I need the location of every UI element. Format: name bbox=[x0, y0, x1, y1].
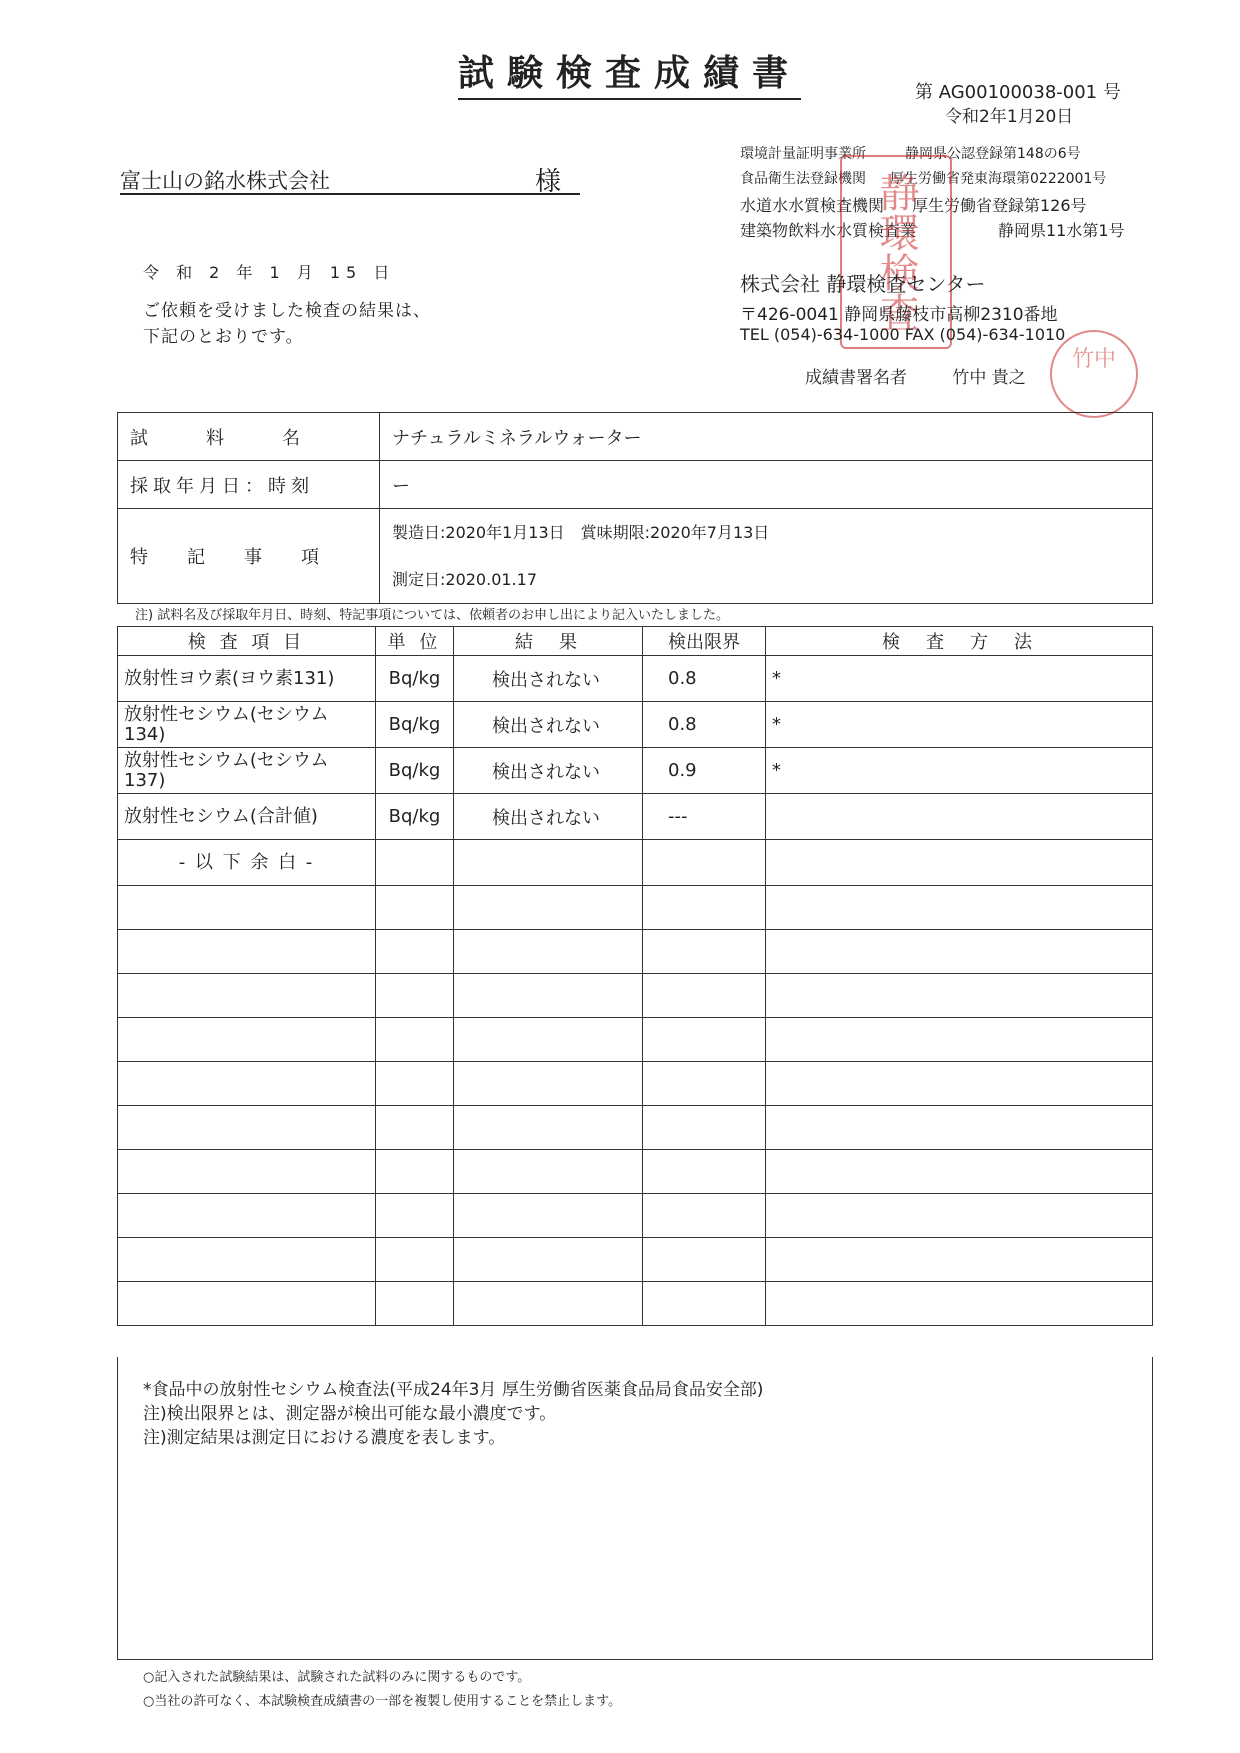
blank-cell bbox=[118, 1194, 376, 1238]
blank-cell bbox=[376, 1150, 454, 1194]
unit-cell: Bq/kg bbox=[376, 794, 454, 840]
blank-cell bbox=[643, 1282, 766, 1326]
blank-cell bbox=[376, 930, 454, 974]
table-row-blank bbox=[118, 1018, 1153, 1062]
lab-company: 株式会社 静環検査センター bbox=[740, 272, 986, 296]
detection-limit-cell: 0.8 bbox=[643, 656, 766, 702]
remarks-line: 製造日:2020年1月13日 賞味期限:2020年7月13日 bbox=[392, 523, 770, 542]
table-row bbox=[118, 413, 1153, 461]
request-date: 令 和 2 年 1 月 15 日 bbox=[143, 263, 396, 282]
registration-value: 静岡県11水第1号 bbox=[998, 221, 1125, 240]
notes bbox=[143, 1378, 763, 1450]
test-item-cell: 放射性ヨウ素(ヨウ素131) bbox=[118, 656, 376, 702]
table-row-blank bbox=[118, 1194, 1153, 1238]
blank-cell bbox=[643, 886, 766, 930]
column-header: 結 果 bbox=[454, 627, 643, 656]
blank-cell bbox=[766, 1150, 1153, 1194]
table-row-blank bbox=[118, 1238, 1153, 1282]
blank-cell bbox=[643, 1238, 766, 1282]
result-cell: 検出されない bbox=[454, 656, 643, 702]
table-row-blank bbox=[118, 886, 1153, 930]
detection-limit-cell: --- bbox=[643, 794, 766, 840]
request-text-1: ご依頼を受けました検査の結果は、 bbox=[143, 301, 431, 321]
document-number: 第 AG00100038-001 号 bbox=[915, 82, 1121, 103]
result-cell: 検出されない bbox=[454, 702, 643, 748]
blank-cell bbox=[376, 1018, 454, 1062]
test-item-cell: - 以 下 余 白 - bbox=[118, 840, 376, 886]
lab-address: 〒426-0041 静岡県藤枝市高柳2310番地 bbox=[740, 305, 1058, 325]
blank-cell bbox=[118, 886, 376, 930]
blank-cell bbox=[766, 930, 1153, 974]
blank-cell bbox=[454, 886, 643, 930]
table-header-row bbox=[118, 627, 1153, 656]
detection-limit-cell: 0.8 bbox=[643, 702, 766, 748]
client-honorific: 様 bbox=[535, 167, 562, 197]
blank-cell bbox=[118, 1282, 376, 1326]
result-cell: 検出されない bbox=[454, 794, 643, 840]
blank-cell bbox=[376, 1062, 454, 1106]
sample-info-table bbox=[117, 412, 1153, 604]
registration-value: 厚生労働省発東海環第0222001号 bbox=[890, 171, 1107, 187]
blank-cell bbox=[643, 1018, 766, 1062]
blank-cell bbox=[454, 1238, 643, 1282]
blank-cell bbox=[643, 1062, 766, 1106]
sample-time-value: ー bbox=[380, 461, 1153, 509]
registration-label: 食品衛生法登録機関 bbox=[740, 171, 866, 187]
sample-time-label: 採取年月日：時刻 bbox=[118, 461, 380, 509]
registration-value: 厚生労働省登録第126号 bbox=[912, 196, 1087, 215]
method-cell: * bbox=[766, 656, 1153, 702]
blank-cell bbox=[766, 1194, 1153, 1238]
issue-date: 令和2年1月20日 bbox=[945, 107, 1074, 127]
method-cell bbox=[766, 840, 1153, 886]
client-name: 富士山の銘水株式会社 bbox=[120, 169, 330, 193]
entry-notice: 注) 試料名及び採取年月日、時刻、特記事項については、依頼者のお申し出により記入いたしました。 bbox=[135, 608, 729, 623]
blank-cell bbox=[118, 1018, 376, 1062]
column-header: 検 査 項 目 bbox=[118, 627, 376, 656]
unit-cell: Bq/kg bbox=[376, 748, 454, 794]
results-table bbox=[117, 626, 1153, 1326]
blank-cell bbox=[454, 930, 643, 974]
blank-cell bbox=[118, 974, 376, 1018]
request-text-2: 下記のとおりです。 bbox=[143, 327, 304, 347]
blank-cell bbox=[766, 1106, 1153, 1150]
blank-cell bbox=[643, 1106, 766, 1150]
blank-cell bbox=[118, 1150, 376, 1194]
result-cell bbox=[454, 840, 643, 886]
blank-cell bbox=[454, 1194, 643, 1238]
table-row bbox=[118, 748, 1153, 794]
column-header: 検 査 方 法 bbox=[766, 627, 1153, 656]
sample-name-value: ナチュラルミネラルウォーター bbox=[380, 413, 1153, 461]
blank-cell bbox=[376, 1282, 454, 1326]
remarks-value bbox=[380, 509, 1153, 604]
blank-cell bbox=[376, 974, 454, 1018]
blank-cell bbox=[766, 1018, 1153, 1062]
lab-phone: TEL (054)-634-1000 FAX (054)-634-1010 bbox=[740, 325, 1066, 344]
blank-cell bbox=[376, 1238, 454, 1282]
blank-cell bbox=[376, 1194, 454, 1238]
column-header: 検出限界 bbox=[643, 627, 766, 656]
blank-cell bbox=[766, 886, 1153, 930]
registration-value: 静岡県公認登録第148の6号 bbox=[905, 146, 1081, 162]
signer-label: 成績書署名者 bbox=[805, 368, 907, 388]
blank-cell bbox=[118, 1238, 376, 1282]
test-item-cell: 放射性セシウム(セシウム137) bbox=[118, 748, 376, 794]
table-row-blank bbox=[118, 930, 1153, 974]
unit-cell: Bq/kg bbox=[376, 702, 454, 748]
blank-cell bbox=[766, 1062, 1153, 1106]
table-row bbox=[118, 656, 1153, 702]
blank-cell bbox=[376, 886, 454, 930]
blank-cell bbox=[454, 1106, 643, 1150]
unit-cell: Bq/kg bbox=[376, 656, 454, 702]
registration-label: 水道水水質検査機関 bbox=[740, 196, 885, 215]
detection-limit-cell: 0.9 bbox=[643, 748, 766, 794]
note-line: 注)測定結果は測定日における濃度を表します。 bbox=[143, 1428, 506, 1448]
blank-cell bbox=[766, 1238, 1153, 1282]
table-row-blank bbox=[118, 1062, 1153, 1106]
blank-cell bbox=[643, 930, 766, 974]
test-item-cell: 放射性セシウム(セシウム134) bbox=[118, 702, 376, 748]
blank-cell bbox=[454, 1018, 643, 1062]
blank-cell bbox=[643, 974, 766, 1018]
table-row bbox=[118, 794, 1153, 840]
unit-cell bbox=[376, 840, 454, 886]
registration-label: 建築物飲料水水質検査業 bbox=[740, 221, 917, 240]
table-row-blank bbox=[118, 974, 1153, 1018]
test-item-cell: 放射性セシウム(合計値) bbox=[118, 794, 376, 840]
method-cell: * bbox=[766, 748, 1153, 794]
detection-limit-cell bbox=[643, 840, 766, 886]
table-row-blank bbox=[118, 1150, 1153, 1194]
signer bbox=[805, 363, 1026, 388]
signer-seal: 竹中 bbox=[1050, 330, 1138, 418]
blank-cell bbox=[454, 974, 643, 1018]
blank-cell bbox=[118, 930, 376, 974]
blank-cell bbox=[454, 1062, 643, 1106]
table-row bbox=[118, 461, 1153, 509]
company-seal: 静環検査 bbox=[840, 155, 952, 349]
blank-cell bbox=[454, 1150, 643, 1194]
blank-cell bbox=[118, 1062, 376, 1106]
blank-cell bbox=[454, 1282, 643, 1326]
remarks-line: 測定日:2020.01.17 bbox=[392, 570, 538, 589]
document-title: 試験検査成績書 bbox=[458, 52, 801, 100]
sample-name-label: 試 料 名 bbox=[118, 413, 380, 461]
method-cell: * bbox=[766, 702, 1153, 748]
footer-line-1: ○記入された試験結果は、試験された試料のみに関するものです。 bbox=[143, 1670, 531, 1685]
blank-cell bbox=[376, 1106, 454, 1150]
registration-label: 環境計量証明事業所 bbox=[740, 146, 866, 162]
table-row bbox=[118, 840, 1153, 886]
blank-cell bbox=[766, 1282, 1153, 1326]
table-row-blank bbox=[118, 1106, 1153, 1150]
footer-line-2: ○当社の許可なく、本試験検査成績書の一部を複製し使用することを禁止します。 bbox=[143, 1694, 622, 1709]
table-row-blank bbox=[118, 1282, 1153, 1326]
table-row bbox=[118, 702, 1153, 748]
client-line bbox=[120, 165, 580, 195]
table-row bbox=[118, 509, 1153, 604]
blank-cell bbox=[643, 1194, 766, 1238]
blank-cell bbox=[643, 1150, 766, 1194]
blank-cell bbox=[766, 974, 1153, 1018]
note-line: 注)検出限界とは、測定器が検出可能な最小濃度です。 bbox=[143, 1404, 557, 1424]
blank-cell bbox=[118, 1106, 376, 1150]
note-line: *食品中の放射性セシウム検査法(平成24年3月 厚生労働省医薬食品局食品安全部) bbox=[143, 1380, 764, 1400]
signer-name: 竹中 貴之 bbox=[952, 368, 1026, 388]
remarks-label: 特 記 事 項 bbox=[118, 509, 380, 604]
method-cell bbox=[766, 794, 1153, 840]
column-header: 単 位 bbox=[376, 627, 454, 656]
result-cell: 検出されない bbox=[454, 748, 643, 794]
